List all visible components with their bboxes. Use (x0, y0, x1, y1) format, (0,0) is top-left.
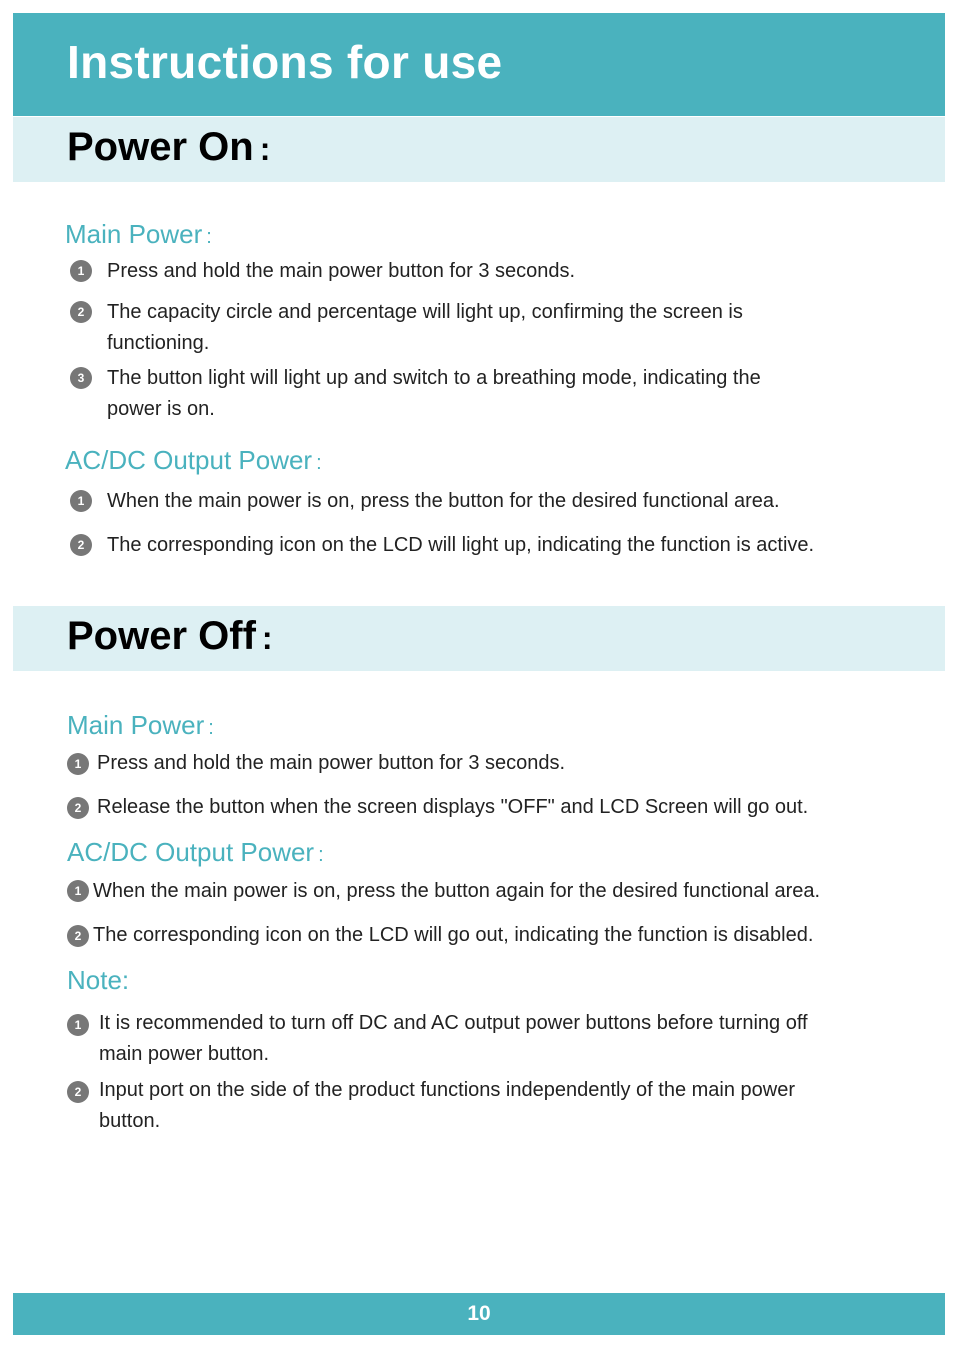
power-off-main-power-heading-text: Main Power (67, 710, 205, 740)
list-item-line: Input port on the side of the product functions independently of the main power (99, 1079, 796, 1101)
list-item: Press and hold the main power button for 3 seconds. (107, 260, 576, 282)
bullet-number-icon: 3 (70, 367, 92, 389)
power-on-main-power-colon: : (206, 226, 212, 248)
power-on-acdc-colon: : (316, 452, 322, 474)
power-off-acdc-heading-text: AC/DC Output Power (67, 837, 315, 867)
power-off-main-power-heading (67, 710, 214, 741)
note-heading: Note: (67, 965, 130, 995)
bullet-number-icon: 2 (67, 925, 89, 947)
power-on-main-power-heading-text: Main Power (65, 219, 203, 249)
list-item-line: The capacity circle and percentage will light up, confirming the screen is (107, 301, 743, 323)
bullet-number-icon: 2 (70, 301, 92, 323)
bullet-number-icon: 1 (67, 1014, 89, 1036)
footer-bar (13, 1293, 945, 1335)
list-item-line: main power button. (99, 1043, 270, 1065)
list-item-line: button. (99, 1110, 161, 1132)
list-item (107, 297, 743, 359)
list-item-line: power is on. (107, 398, 215, 420)
power-on-heading (67, 125, 270, 170)
bullet-number-icon: 1 (67, 880, 89, 902)
list-item-line: The button light will light up and switch to a breathing mode, indicating the (107, 367, 761, 389)
bullet-number-icon: 2 (67, 797, 89, 819)
power-on-colon: : (259, 131, 271, 167)
page-title: Instructions for use (67, 36, 503, 88)
list-item: When the main power is on, press the button again for the desired functional area. (93, 880, 821, 902)
page-number: 10 (467, 1302, 491, 1325)
bullet-number-icon: 1 (70, 260, 92, 282)
power-off-colon: : (261, 620, 273, 656)
power-on-main-power-heading (65, 219, 212, 250)
power-off-acdc-heading (67, 837, 324, 868)
list-item: Press and hold the main power button for 3 seconds. (97, 752, 566, 774)
title-banner (13, 13, 945, 116)
power-off-acdc-colon: : (318, 844, 324, 866)
list-item (107, 363, 761, 425)
bullet-number-icon: 2 (70, 534, 92, 556)
list-item: Release the button when the screen displays "OFF" and LCD Screen will go out. (97, 796, 809, 818)
power-off-main-power-colon: : (208, 717, 214, 739)
list-item: When the main power is on, press the button for the desired functional area. (107, 490, 780, 512)
bullet-number-icon: 2 (67, 1081, 89, 1103)
power-off-heading (67, 614, 273, 659)
power-on-heading-text: Power On (67, 125, 254, 169)
power-on-acdc-heading-text: AC/DC Output Power (65, 445, 313, 475)
list-item: The corresponding icon on the LCD will light up, indicating the function is active. (107, 534, 815, 556)
list-item: The corresponding icon on the LCD will go out, indicating the function is disabled. (93, 924, 814, 946)
list-item (99, 1008, 808, 1070)
list-item-line: functioning. (107, 332, 210, 354)
list-item (99, 1075, 795, 1137)
bullet-number-icon: 1 (70, 490, 92, 512)
power-on-acdc-heading (65, 445, 322, 476)
bullet-number-icon: 1 (67, 753, 89, 775)
list-item-line: It is recommended to turn off DC and AC output power buttons before turning off (99, 1012, 808, 1034)
power-off-band (13, 606, 945, 671)
power-off-heading-text: Power Off (67, 614, 256, 658)
power-on-band (13, 117, 945, 182)
